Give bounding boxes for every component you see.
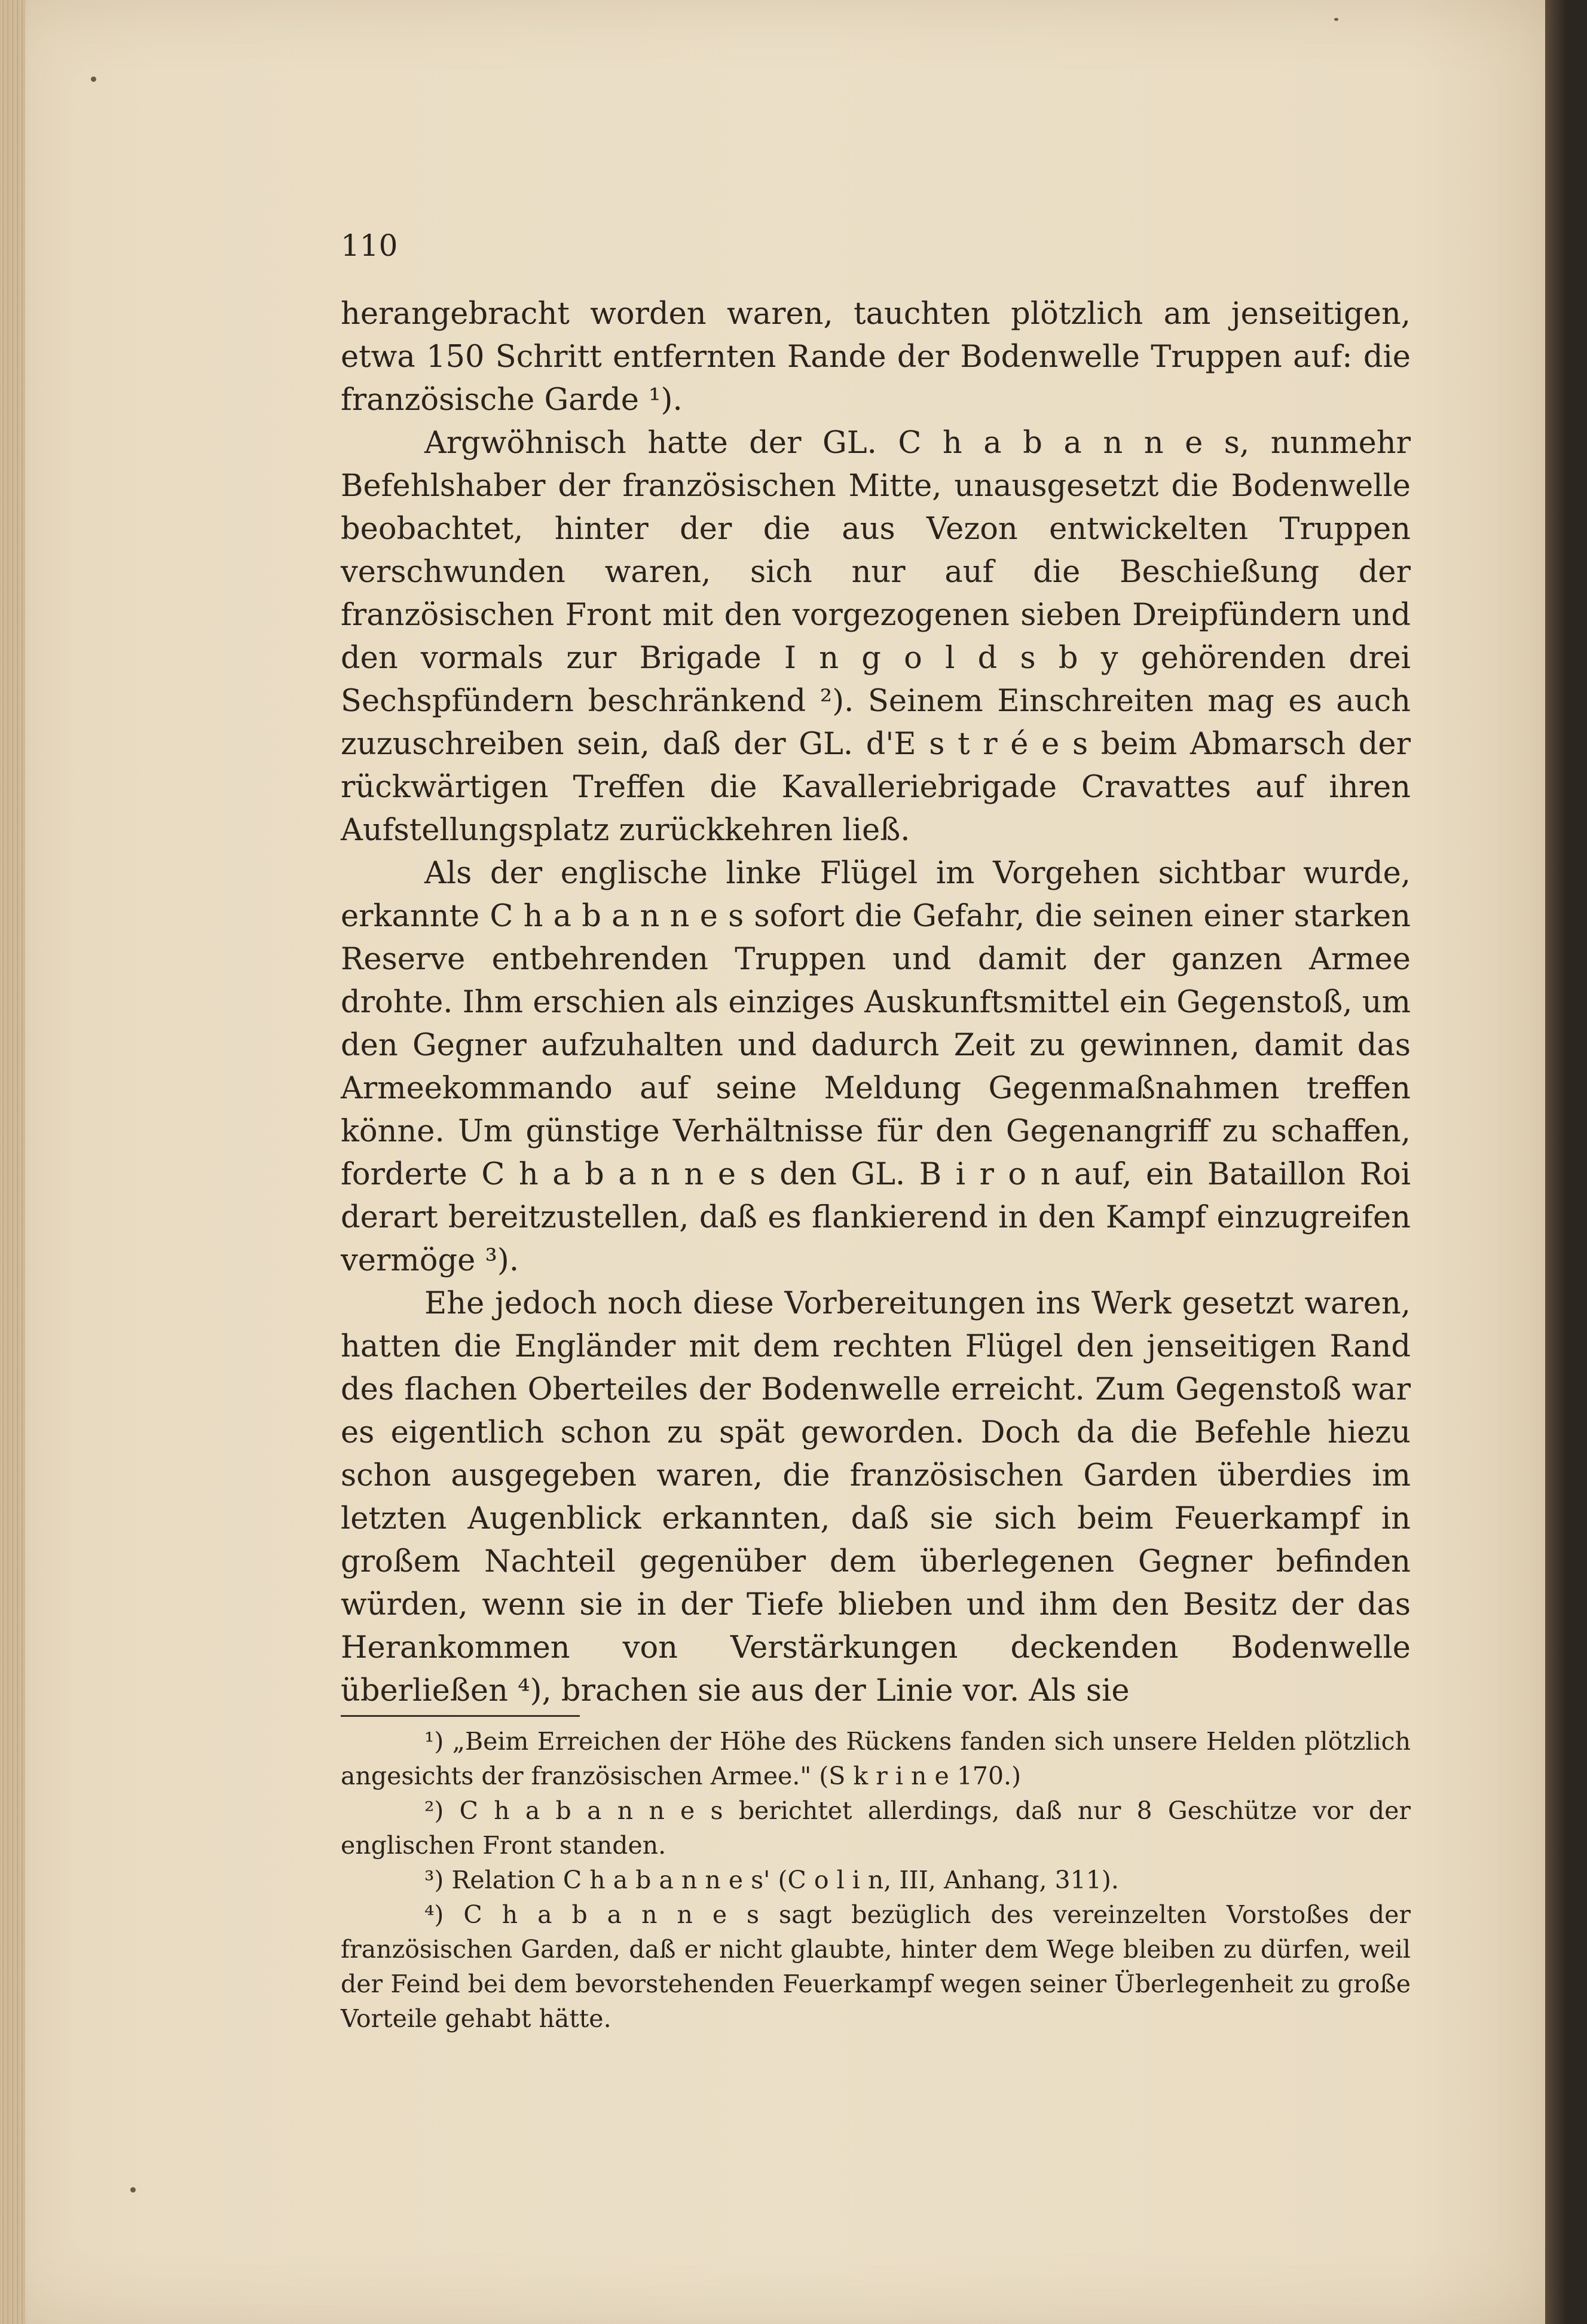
ink-speck — [130, 2187, 136, 2193]
ink-speck — [1334, 18, 1338, 21]
footnote: ³) Relation C h a b a n n e s' (C o l i n, III, Anhang, 311). — [424, 1866, 1119, 1894]
paragraph: Argwöhnisch hatte der GL. C h a b a n n e s, nunmehr Befehlshaber der französischen Mitte, unausgesetzt die Bodenwelle beobachtet, hinter der die aus Vezon entwickelten Truppen verschwunden waren, sich nur auf die Beschießung der französischen Front mit den vorgezogenen sieben Dreipfündern und den vormals zur Brigade I n g o l d s b y gehörenden drei Sechspfündern beschränkend ²). Seinem Einschreiten mag es auch zuzuschreiben sein, daß der GL. d'E s t r é e s beim Abmarsch der rückwärtigen Treffen die Kavalleriebrigade Cravattes auf ihren Aufstellungsplatz zurückkehren ließ. — [341, 425, 1411, 848]
footnote: ¹) „Beim Erreichen der Höhe des Rückens fanden sich unsere Helden plötzlich angesichts der französischen Armee." (S k r i n e 170.) — [341, 1727, 1411, 1790]
paragraph: herangebracht worden waren, tauchten plötzlich am jenseitigen, etwa 150 Schritt entfernten Rande der Bodenwelle Truppen auf: die französische Garde ¹). — [341, 296, 1411, 418]
footnote: ²) C h a b a n n e s berichtet allerdings, daß nur 8 Geschütze vor der englischen Front standen. — [341, 1796, 1411, 1860]
footnote-divider — [341, 1715, 580, 1717]
paragraph: Ehe jedoch noch diese Vorbereitungen ins Werk gesetzt waren, hatten die Engländer mit dem rechten Flügel den jenseitigen Rand des flachen Oberteiles der Bodenwelle erreicht. Zum Gegenstoß war es eigentlich schon zu spät geworden. Doch da die Befehle hiezu schon ausgegeben waren, die französischen Garden überdies im letzten Augenblick erkannten, daß sie sich beim Feuerkampf in großem Nachteil gegenüber dem überlegenen Gegner befinden würden, wenn sie in der Tiefe blieben und ihm den Besitz der das Herankommen von Verstärkungen deckenden Bodenwelle überließen ⁴), brachen sie aus der Linie vor. Als sie — [341, 1286, 1411, 1708]
main-text — [341, 293, 1411, 1713]
paragraph: Als der englische linke Flügel im Vorgehen sichtbar wurde, erkannte C h a b a n n e s sofort die Gefahr, die seinen einer starken Reserve entbehrenden Truppen und damit der ganzen Armee drohte. Ihm erschien als einziges Auskunftsmittel ein Gegenstoß, um den Gegner aufzuhalten und dadurch Zeit zu gewinnen, damit das Armeekommando auf seine Meldung Gegenmaßnahmen treffen könne. Um günstige Verhältnisse für den Gegenangriff zu schaffen, forderte C h a b a n n e s den GL. B i r o n auf, ein Bataillon Roi derart bereitzustellen, daß es flankierend in den Kampf einzugreifen vermöge ³). — [341, 856, 1411, 1278]
footnotes — [341, 1724, 1411, 2036]
page-number: 110 — [341, 228, 398, 263]
ink-speck — [91, 76, 96, 82]
footnote: ⁴) C h a b a n n e s sagt bezüglich des vereinzelten Vorstoßes der französischen Garden, daß er nicht glaubte, hinter dem Wege bleiben zu dürfen, weil der Feind bei dem bevorstehenden Feuerkampf wegen seiner Überlegenheit zu große Vorteile gehabt hätte. — [341, 1900, 1411, 2033]
page-edge-stack — [0, 0, 25, 2324]
book-spine-shadow — [1545, 0, 1566, 2324]
